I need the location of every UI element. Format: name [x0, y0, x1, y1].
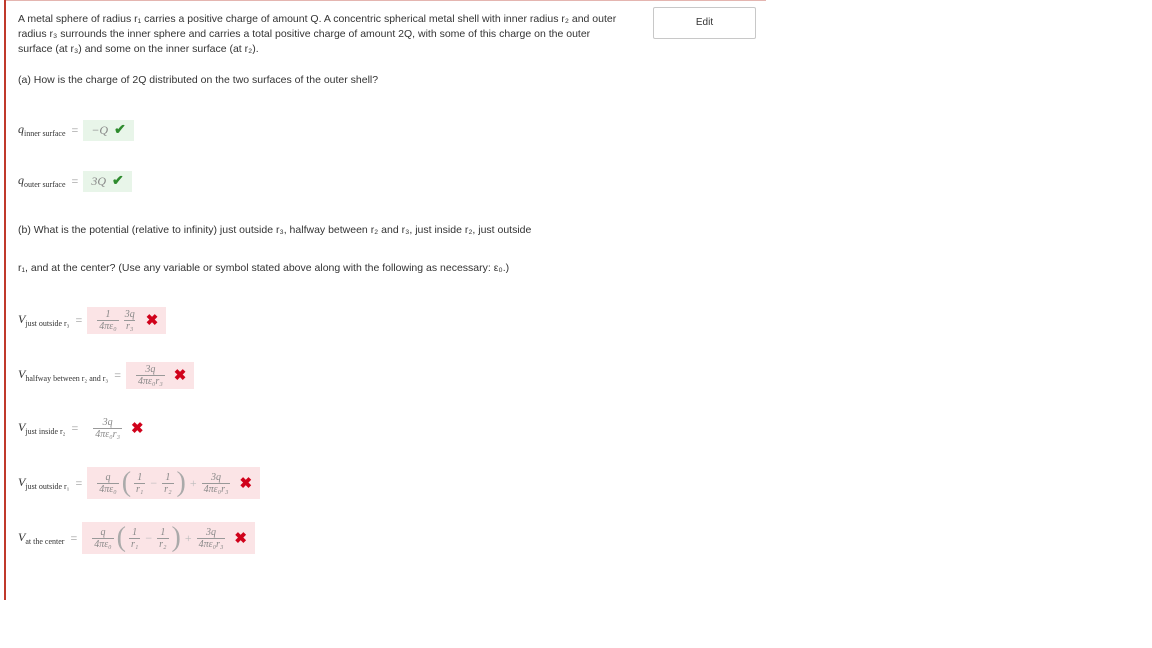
answer-row-outer	[18, 161, 132, 201]
v-outside-r3-label: $V_{just outside r_3}$	[18, 312, 70, 328]
fraction: $\frac{1}{\text{r₁}}$	[136, 471, 144, 495]
outer-answer-field[interactable]	[83, 171, 131, 192]
inner-answer-field[interactable]	[83, 120, 134, 141]
correct-check-icon: ✔	[114, 122, 126, 138]
v-inside-r2-answer-field[interactable]	[83, 415, 151, 442]
inner-answer-value: −Q	[91, 122, 109, 137]
part-b-question-line1: (b) What is the potential (relative to infinity) just outside r₃, halfway between r₂ and r₃, just inside r₂, just outside	[18, 224, 532, 236]
outer-label: $q_{outer surface}$	[18, 173, 66, 189]
part-a-question: (a) How is the charge of 2Q distributed on the two surfaces of the outer shell?	[18, 74, 379, 86]
fraction: $\frac{3q}{\text{4πε₀r₃}}$	[95, 416, 121, 440]
open-paren: (	[116, 522, 126, 553]
incorrect-x-icon: ✖	[239, 475, 253, 492]
v-center-label: $V_{at the center}$	[18, 530, 65, 546]
close-paren: )	[171, 522, 181, 553]
incorrect-x-icon: ✖	[145, 312, 159, 329]
close-paren: )	[176, 467, 186, 498]
minus-sign: −	[145, 530, 153, 545]
fraction: $\frac{q}{\text{4πε₀}}$	[94, 526, 112, 550]
answer-row-v-center	[18, 518, 255, 558]
part-b-question-line2: r₁, and at the center? (Use any variable or symbol stated above along with the following as necessary: ε₀.)	[18, 262, 510, 274]
equals-sign: =	[71, 420, 79, 435]
inner-label: $q_{inner surface}$	[18, 122, 66, 138]
answer-row-inner	[18, 110, 134, 150]
plus-sign: +	[184, 530, 192, 545]
edit-button[interactable]: Edit	[653, 7, 756, 39]
fraction: $\frac{3q}{\text{4πε₀r₃}}$	[198, 526, 224, 550]
fraction: $\frac{3q}{\text{r₃}}$	[124, 308, 135, 332]
equals-sign: =	[75, 312, 83, 327]
minus-sign: −	[150, 475, 158, 490]
fraction: $\frac{q}{\text{4πε₀}}$	[99, 471, 117, 495]
open-paren: (	[121, 467, 132, 498]
answer-row-v-inside-r2	[18, 408, 152, 448]
equals-sign: =	[114, 367, 121, 382]
equals-sign: =	[71, 122, 79, 137]
fraction: $\frac{1}{\text{r₁}}$	[130, 526, 139, 550]
answer-row-v-outside-r3	[18, 300, 166, 340]
outer-answer-value: 3Q	[91, 173, 106, 188]
v-center-answer-field[interactable]	[82, 522, 255, 554]
v-halfway-answer-field[interactable]	[126, 362, 194, 389]
correct-check-icon: ✔	[111, 173, 124, 189]
v-outside-r1-answer-field[interactable]	[87, 467, 260, 499]
problem-statement: A metal sphere of radius r₁ carries a positive charge of amount Q. A concentric spherical metal shell with inner radius r₂ and outer radius r₃ surrounds the inner sphere and carries a total positive charge of amount 2Q, with some of this charge on the outer surface (at r₃) and some on the inner surface (at r₂).	[18, 13, 617, 55]
equals-sign: =	[75, 475, 83, 490]
v-halfway-label: $V_{halfway between r_2 and r_3}$	[18, 367, 109, 383]
plus-sign: +	[189, 475, 197, 490]
incorrect-x-icon: ✖	[131, 420, 144, 437]
fraction: $\frac{3q}{\text{4πε₀r₃}}$	[138, 363, 163, 387]
fraction: $\frac{1}{\text{r₂}}$	[159, 526, 167, 550]
v-outside-r3-answer-field[interactable]	[87, 307, 166, 334]
v-inside-r2-label: $V_{just inside r_2}$	[18, 420, 66, 436]
fraction: $\frac{3q}{\text{4πε₀r₃}}$	[203, 471, 229, 495]
equals-sign: =	[70, 530, 78, 545]
v-outside-r1-label: $V_{just outside r_1}$	[18, 475, 70, 491]
fraction: $\frac{1}{\text{4πε₀}}$	[99, 308, 117, 332]
fraction: $\frac{1}{\text{r₂}}$	[164, 471, 172, 495]
answer-row-v-outside-r1	[18, 463, 260, 503]
incorrect-x-icon: ✖	[173, 367, 187, 384]
incorrect-x-icon: ✖	[234, 530, 247, 547]
answer-row-v-halfway	[18, 355, 194, 395]
equals-sign: =	[71, 173, 79, 188]
